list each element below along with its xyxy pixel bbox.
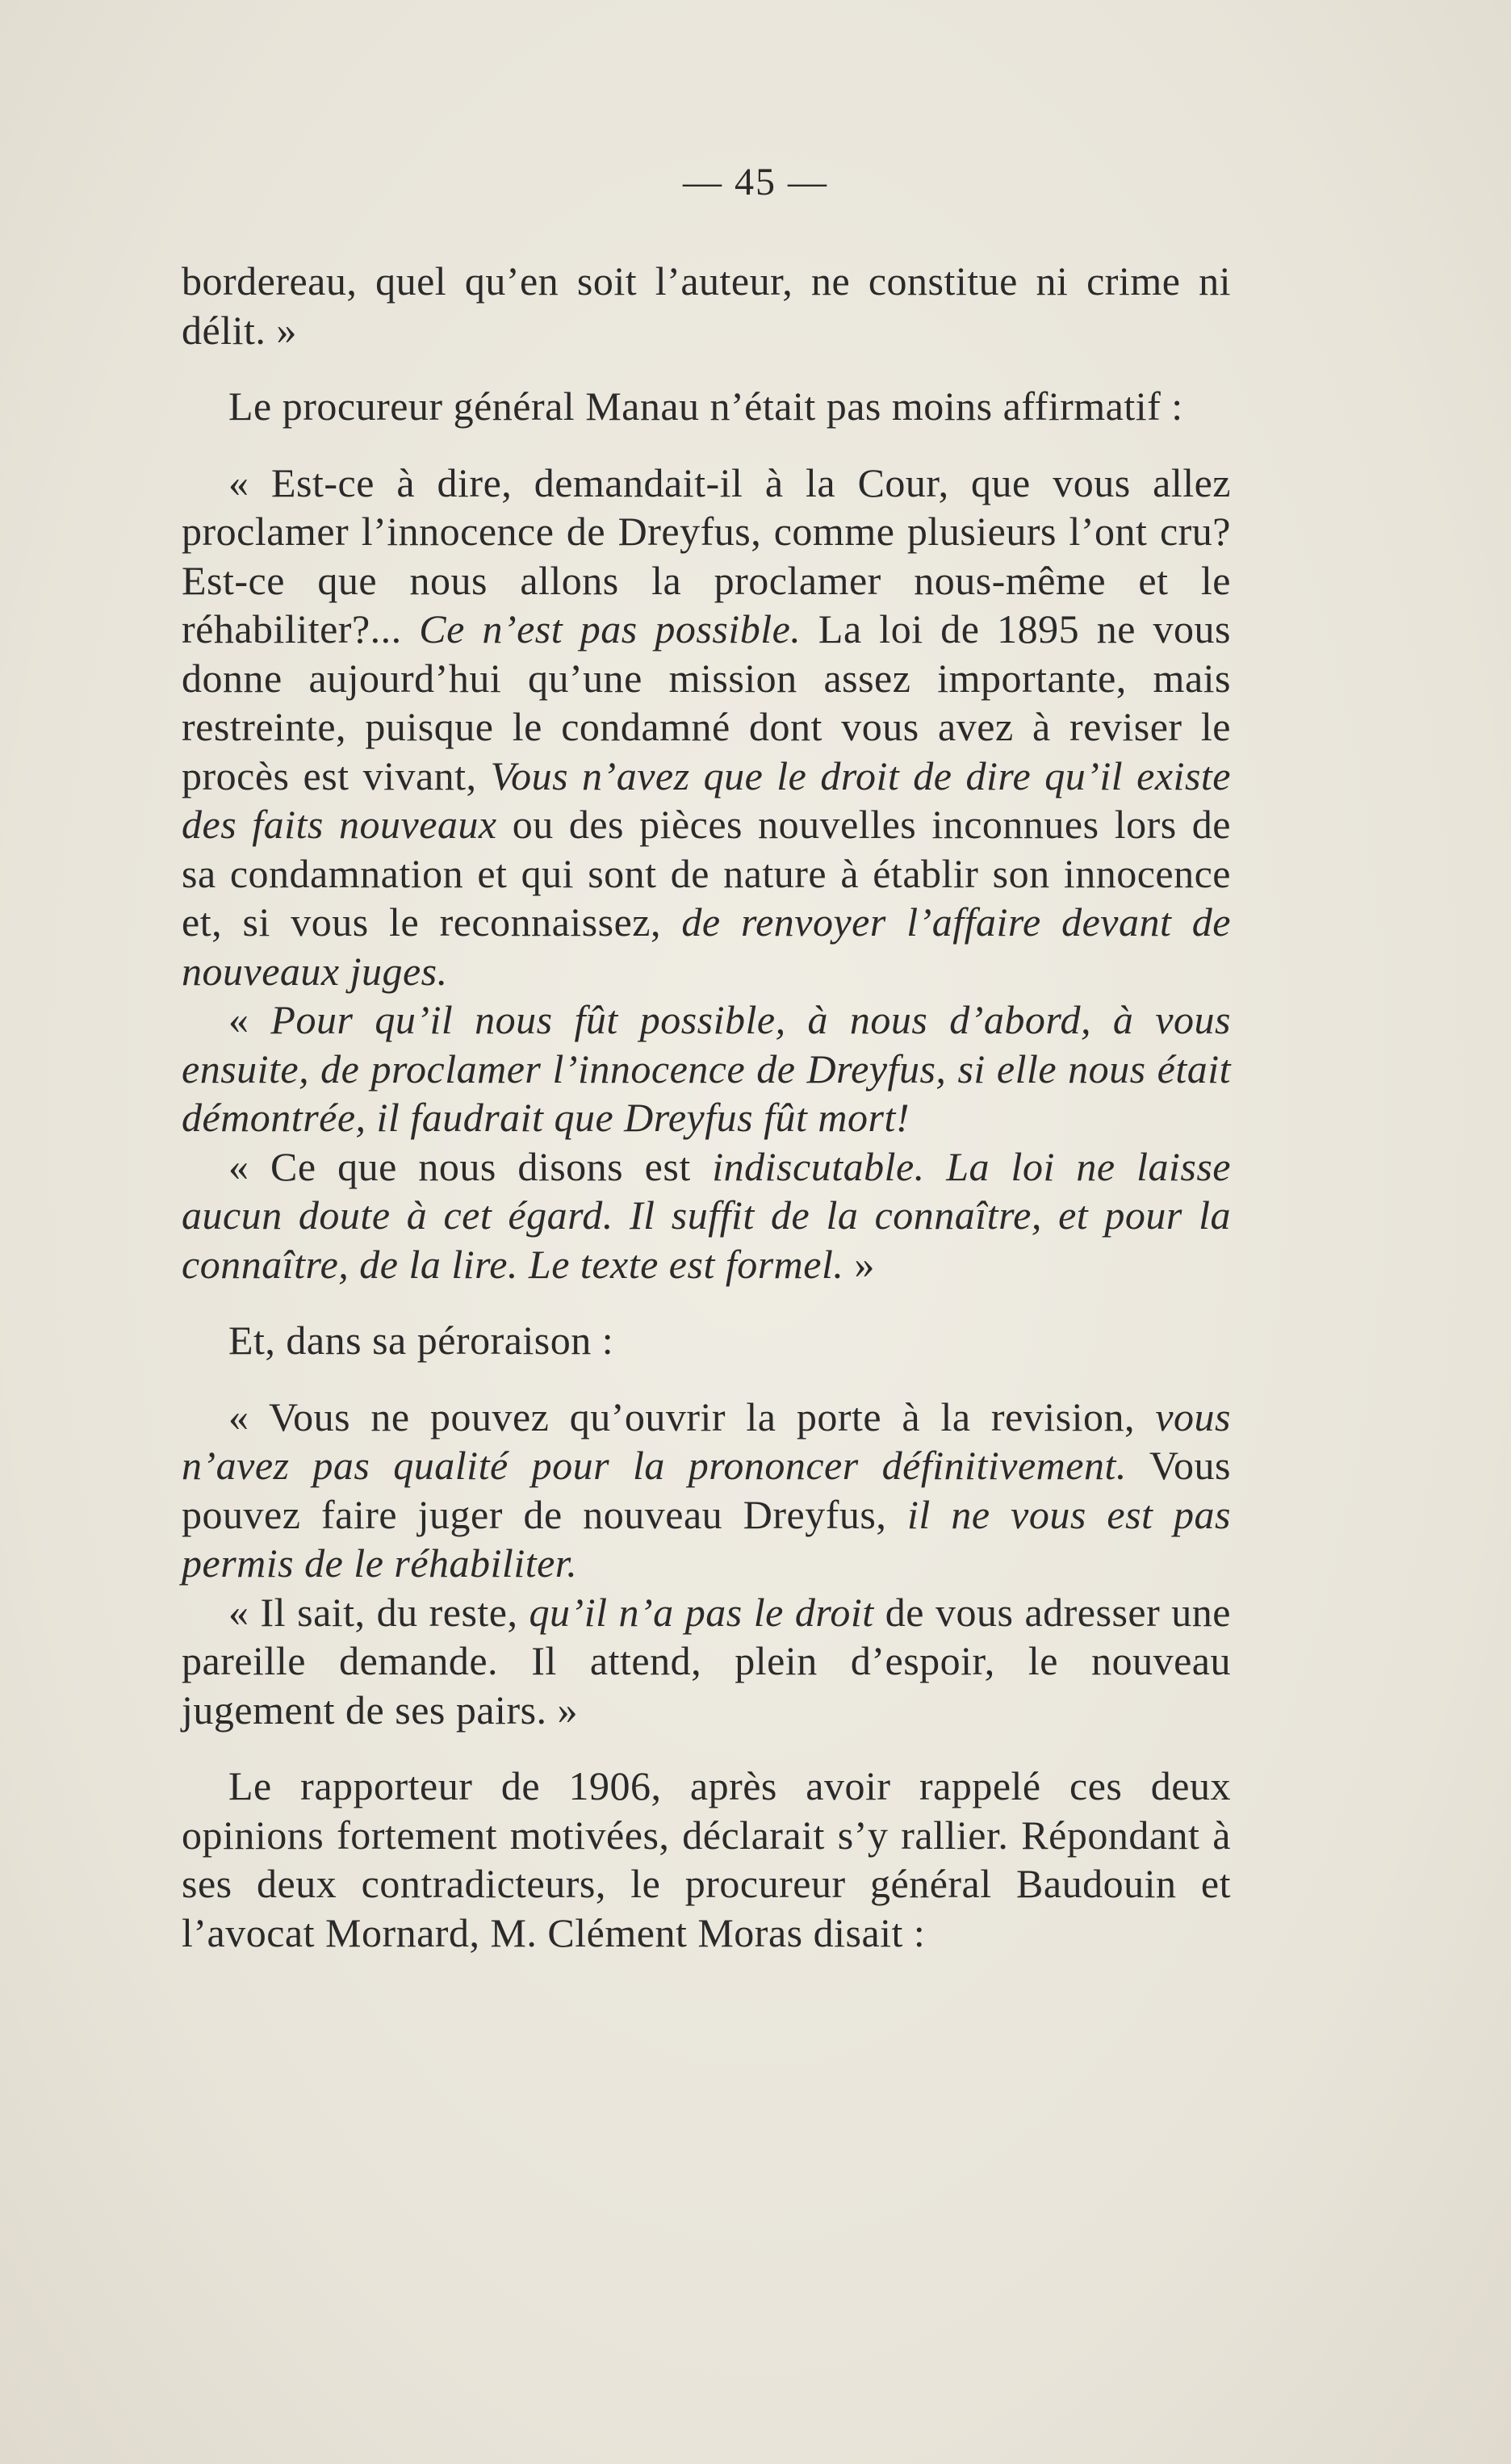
paragraph-4 <box>182 995 1231 1142</box>
text-run: « Ce que nous disons est <box>228 1143 713 1189</box>
text-run: La loi de 1895 ne vous donne aujourd’hui qu’une mission assez importante, mais restreinte, puisque le condamné dont vous avez à reviser le procès est vivant, <box>182 606 1231 798</box>
paragraph-9 <box>182 1762 1231 1957</box>
paragraph-6 <box>182 1316 1231 1365</box>
text-run: Le procureur général Manau n’était pas moins affirmatif : <box>228 383 1183 429</box>
spacer <box>182 1289 1231 1316</box>
italic-text-run: vous n’avez pas qualité pour la prononcer définitivement. <box>182 1393 1231 1488</box>
page-number: — 45 — <box>683 161 828 203</box>
paragraph-3 <box>182 459 1231 996</box>
page-body <box>182 257 1231 1957</box>
italic-text-run: qu’il n’a pas le droit <box>529 1589 874 1635</box>
spacer <box>182 1734 1231 1762</box>
text-run: « Est-ce à dire, demandait-il à la Cour, que vous allez proclamer l’innocence de Dreyfus, comme plusieurs l’ont cru? Est-ce que nous allons la proclamer nous-même et le réhabiliter?... <box>182 459 1231 652</box>
paragraph-2 <box>182 382 1231 431</box>
text-run: « Il sait, du reste, <box>228 1589 529 1635</box>
italic-text-run: Vous n’avez que le droit de dire qu’il existe des faits nouveaux <box>182 752 1231 847</box>
text-run: Le rapporteur de 1906, après avoir rappelé ces deux opinions fortement motivées, déclarait s’y rallier. Répondant à ses deux contradicteurs, le procureur général Baudouin et l’avocat Mornard, M. Clément Moras disait : <box>182 1763 1231 1955</box>
paragraph-5 <box>182 1142 1231 1289</box>
italic-text-run: Ce n’est pas possible. <box>419 606 802 652</box>
spacer <box>182 1365 1231 1393</box>
text-run: » <box>843 1241 875 1287</box>
italic-text-run: Pour qu’il nous fût possible, à nous d’abord, à vous ensuite, de proclamer l’innocence de Dreyfus, si elle nous était démontrée, il faudrait que Dreyfus fût mort! <box>182 997 1231 1140</box>
paragraph-8 <box>182 1588 1231 1735</box>
paragraph-7 <box>182 1393 1231 1588</box>
italic-text-run: de renvoyer l’affaire devant de nouveaux juges. <box>182 899 1231 994</box>
spacer <box>182 354 1231 382</box>
text-run: « <box>228 997 271 1042</box>
spacer <box>182 431 1231 459</box>
text-run: bordereau, quel qu’en soit l’auteur, ne constitue ni crime ni délit. » <box>182 258 1231 353</box>
text-run: Et, dans sa péroraison : <box>228 1318 614 1363</box>
text-run: « Vous ne pouvez qu’ouvrir la porte à la revision, <box>228 1393 1156 1439</box>
italic-text-run: indiscutable. La loi ne laisse aucun doute à cet égard. Il suffit de la connaître, et pour la connaître, de la lire. Le texte est formel. <box>182 1143 1231 1287</box>
text-run: ou des pièces nouvelles inconnues lors de sa condamnation et qui sont de nature à établir son innocence et, si vous le reconnaissez, <box>182 802 1231 945</box>
paragraph-1 <box>182 257 1231 354</box>
text-run: Vous pouvez faire juger de nouveau Dreyfus, <box>182 1443 1231 1537</box>
text-run: de vous adresser une pareille demande. Il attend, plein d’espoir, le nouveau jugement de ses pairs. » <box>182 1589 1231 1733</box>
italic-text-run: il ne vous est pas permis de le réhabiliter. <box>182 1491 1231 1586</box>
